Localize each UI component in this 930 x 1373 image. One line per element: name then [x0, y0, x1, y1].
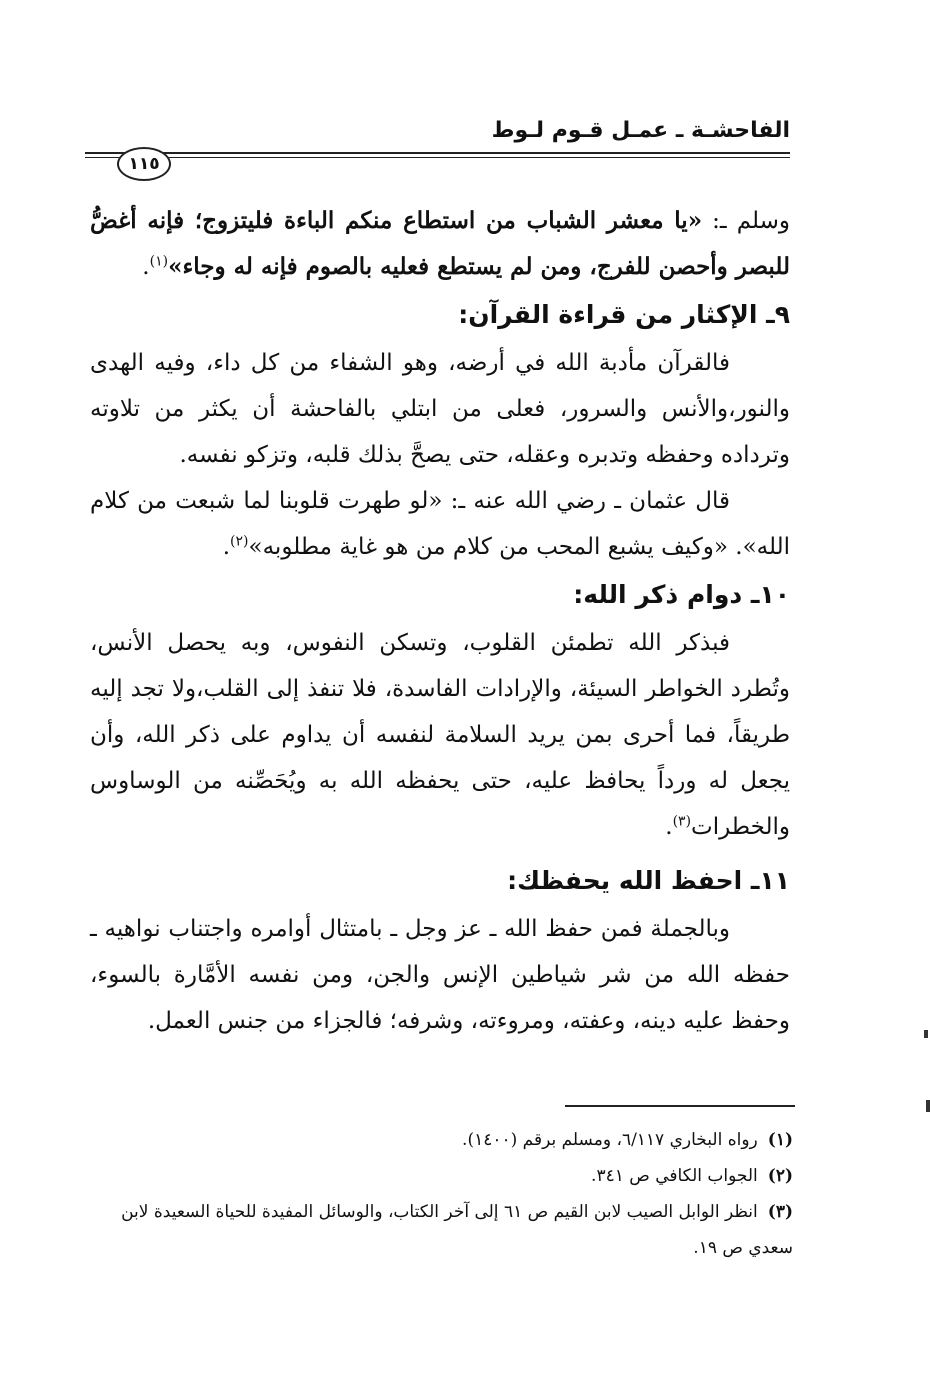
paragraph-1-lead: وسلم ـ: [702, 208, 790, 234]
footnote-separator [565, 1105, 795, 1107]
paragraph-3 [90, 478, 790, 570]
footnote-number: (٢) [767, 1166, 793, 1186]
footnote-number: (١) [767, 1130, 793, 1150]
hadith-quote: «يا معشر الشباب من استطاع منكم الباءة فليتزوج؛ فإنه أغضُّ للبصر وأحصن للفرج، ومن لم يستطع فعليه بالصوم فإنه له وجاء» [90, 207, 790, 280]
footnote-text: الجواب الكافي ص ٣٤١. [591, 1166, 758, 1186]
paragraph-1 [90, 198, 790, 290]
header-rule [85, 152, 790, 154]
paragraph-5: وبالجملة فمن حفظ الله ـ عز وجل ـ بامتثال أوامره واجتناب نواهيه ـ حفظه الله من شر شياطين الإنس والجن، ومن نفسه الأمَّارة بالسوء، وحفظ عليه دينه، وعفته، ومروءته، وشرفه؛ فالجزاء من جنس العمل. [90, 916, 790, 1034]
footnote-3 [85, 1194, 793, 1266]
paragraph-4 [90, 620, 790, 850]
running-title: الفاحشـة ـ عمـل قـوم لـوط [491, 118, 790, 143]
section-heading-10: ١٠ـ دوام ذكر الله: [573, 580, 790, 609]
muhib-quote: «وكيف يشبع المحب من كلام من هو غاية مطلوبه» [248, 534, 736, 560]
footnote-ref-3: (٣) [672, 813, 692, 830]
footnote-ref-1: (١) [149, 253, 169, 270]
main-text [90, 198, 790, 1044]
paragraph-2: فالقرآن مأدبة الله في أرضه، وهو الشفاء من كل داء، وفيه الهدى والنور،والأنس والسرور، فعلى من ابتلي بالفاحشة أن يكثر من تلاوته وترداده وحفظه وتدبره وعقله، حتى يصحَّ بذلك قلبه، وتزكو نفسه. [90, 350, 790, 468]
paragraph-1-end: . [142, 254, 150, 280]
footnote-ref-2: (٢) [230, 533, 249, 550]
footnote-text: انظر الوابل الصيب لابن القيم ص ٦١ إلى آخر الكتاب، والوسائل المفيدة للحياة السعيدة لابن سعدي ص ١٩. [121, 1202, 793, 1258]
page-number: ١١٥ [117, 147, 171, 181]
footnote-2 [85, 1158, 793, 1194]
paragraph-4-text: فبذكر الله تطمئن القلوب، وتسكن النفوس، وبه يحصل الأنس، وتُطرد الخواطر السيئة، والإرادات الفاسدة، فلا تنفذ إلى القلب،ولا تجد إليه طريقاً، فما أحرى بمن يريد السلامة لنفسه أن يداوم على ذكر الله، وأن يجعل له ورداً يحافظ عليه، حتى يحفظه الله به ويُحَصِّنه من الوساوس والخطرات [90, 630, 790, 840]
footnote-text: رواه البخاري ٦/١١٧، ومسلم برقم (١٤٠٠). [462, 1130, 758, 1150]
section-heading-9: ٩ـ الإكثار من قراءة القرآن: [458, 300, 790, 329]
paragraph-4-end: . [665, 814, 673, 840]
scan-mark [926, 1100, 930, 1112]
paragraph-3-end: . [222, 534, 231, 560]
header-rule-thin [85, 157, 790, 158]
footnote-number: (٣) [767, 1202, 793, 1222]
footnote-1 [85, 1122, 793, 1158]
section-heading-11: ١١ـ احفظ الله يحفظك: [507, 866, 790, 895]
scan-mark [924, 1030, 928, 1038]
uthman-quote: قال عثمان ـ رضي الله عنه ـ: «لو طهرت قلوبنا لما شبعت من كلام الله». [90, 488, 790, 560]
footnotes [85, 1122, 793, 1266]
